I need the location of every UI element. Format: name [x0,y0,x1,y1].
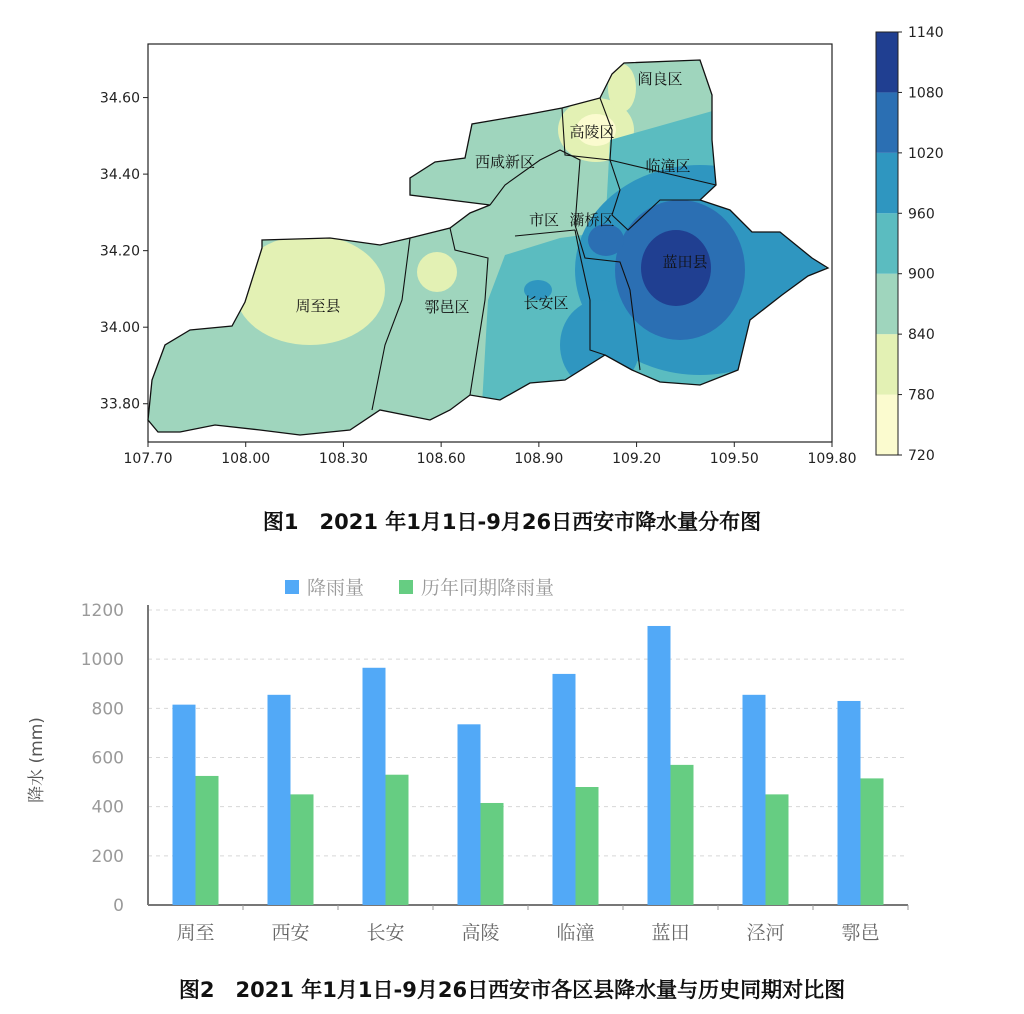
district-label: 周至县 [295,297,341,315]
figure1-caption: 图1 2021 年1月1日-9月26日西安市降水量分布图 [262,510,762,534]
district-label: 长安区 [523,294,569,312]
y-tick-label: 34.40 [99,167,140,184]
x-tick-label: 西安 [271,922,310,944]
colorbar-tick-label: 960 [908,206,935,223]
bar [838,701,861,905]
x-tick-label: 109.80 [807,451,857,467]
y-axis-label: 降水 (mm) [27,717,47,803]
x-tick-label: 108.30 [318,451,368,467]
y-tick-label: 1200 [80,601,124,621]
bar [458,724,481,905]
precipitation-map-svg [0,0,1024,500]
y-tick-label: 34.20 [99,243,140,260]
figure2-caption: 图2 2021 年1月1日-9月26日西安市各区县降水量与历史同期对比图 [178,978,846,1002]
bar-marks [173,626,884,905]
y-tick-label: 0 [113,896,124,916]
y-tick-label: 800 [91,699,124,720]
y-tick-label: 200 [91,846,124,867]
legend-swatch [399,580,413,594]
y-tick-label: 600 [91,748,124,769]
bar [671,765,694,905]
bar [743,695,766,905]
district-label: 鄠邑区 [424,298,470,316]
bar [196,776,219,905]
legend-label: 历年同期降雨量 [421,577,555,599]
y-tick-label: 34.00 [99,320,140,337]
bar [268,695,291,905]
colorbar-tick-label: 720 [908,448,935,464]
colorbar-swatch [876,153,898,213]
district-label: 灞桥区 [569,211,615,229]
colorbar-tick-label: 1140 [908,25,944,41]
bar [861,778,884,905]
x-tick-label: 108.00 [221,451,271,467]
bar-chart-svg [0,560,1024,970]
bar [363,668,386,905]
colorbar-tick-label: 1080 [908,85,944,102]
x-tick-label: 蓝田 [651,922,690,944]
colorbar-tick-label: 840 [908,327,935,344]
x-tick-label: 高陵 [461,922,500,944]
x-tick-label: 临潼 [556,922,595,944]
bar [173,705,196,905]
bar-legend [285,577,554,599]
legend-label: 降雨量 [307,577,365,599]
colorbar-swatch [876,334,898,394]
bar [291,794,314,905]
bar [766,794,789,905]
legend-swatch [285,580,299,594]
district-label: 市区 [528,211,560,229]
colorbar-swatch [876,92,898,152]
x-tick-label: 108.90 [514,451,564,467]
bar [553,674,576,905]
colorbar-swatch [876,274,898,334]
bar [648,626,671,905]
x-tick-label: 周至 [176,922,215,944]
bar [576,787,599,905]
colorbar-tick-label: 900 [908,266,935,283]
x-tick-label: 109.20 [612,451,662,467]
bar [386,775,409,905]
x-tick-label: 泾河 [746,922,785,944]
district-label: 高陵区 [569,123,615,141]
district-label: 临潼区 [645,157,691,175]
colorbar-swatch [876,32,898,92]
bar [481,803,504,905]
y-tick-label: 1000 [80,650,124,671]
district-label: 阎良区 [637,70,683,88]
colorbar-tick-label: 780 [908,387,935,404]
y-tick-label: 34.60 [99,90,140,107]
colorbar-swatch [876,395,898,455]
district-label: 蓝田县 [662,253,708,271]
y-tick-label: 400 [91,797,124,818]
bar-grid [148,610,908,856]
x-tick-label: 108.60 [416,451,466,467]
x-tick-label: 长安 [366,922,405,944]
bar-chart-figure [0,560,1024,1014]
district-label: 西咸新区 [474,153,536,171]
x-tick-label: 109.50 [709,451,759,467]
x-tick-label: 鄠邑 [841,922,880,944]
colorbar-tick-label: 1020 [908,145,944,162]
colorbar [876,25,944,464]
x-tick-label: 107.70 [123,451,173,467]
colorbar-swatch [876,213,898,273]
y-tick-label: 33.80 [99,396,140,413]
